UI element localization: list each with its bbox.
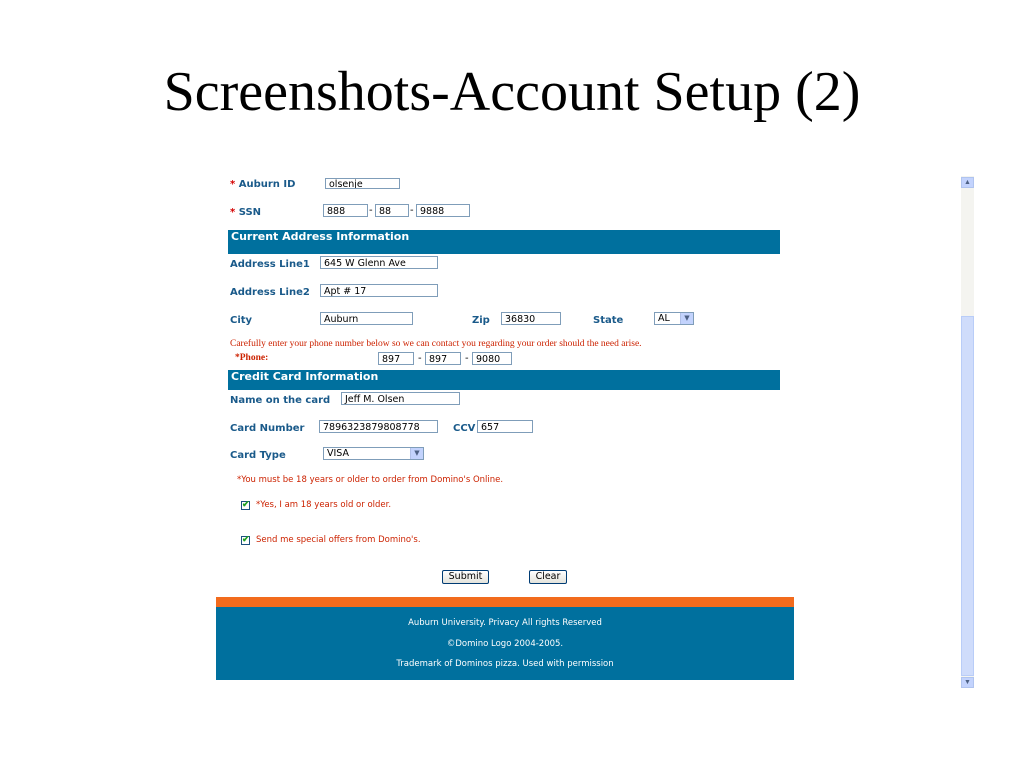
age-confirm-label: *Yes, I am 18 years old or older. <box>256 500 392 510</box>
page-footer <box>216 607 794 680</box>
card-type-select-value: VISA <box>327 448 350 459</box>
auburn-id-label: * Auburn ID <box>230 179 296 190</box>
city-label: City <box>230 315 253 326</box>
card-type-label: Card Type <box>230 450 286 461</box>
phone-separator: - <box>465 353 469 364</box>
zip-label: Zip <box>472 315 490 326</box>
footer-trademark: Trademark of Dominos pizza. Used with permission <box>396 659 614 669</box>
address-line1-label: Address Line1 <box>230 259 310 270</box>
phone-line-input[interactable]: 9080 <box>472 352 512 365</box>
age-confirm-checkbox[interactable] <box>241 501 250 510</box>
auburn-id-input[interactable]: olsenje <box>325 178 400 189</box>
special-offers-label: Send me special offers from Domino's. <box>256 535 421 545</box>
ssn-part1-input[interactable]: 888 <box>323 204 368 217</box>
check-icon: ✔ <box>242 534 250 544</box>
phone-label: *Phone: <box>235 353 269 363</box>
address-line2-label: Address Line2 <box>230 287 310 298</box>
phone-area-input[interactable]: 897 <box>378 352 414 365</box>
chevron-down-icon[interactable]: ▼ <box>680 313 693 324</box>
state-select[interactable] <box>654 312 694 325</box>
ssn-part3-input[interactable]: 9888 <box>416 204 470 217</box>
phone-separator: - <box>418 353 422 364</box>
submit-button[interactable]: Submit <box>442 570 489 584</box>
phone-note: Carefully enter your phone number below so we can contact you regarding your order should the need arise. <box>230 339 642 349</box>
address-line2-input[interactable]: Apt # 17 <box>320 284 438 297</box>
scrollbar-thumb[interactable] <box>961 316 974 676</box>
slide-title: Screenshots-Account Setup (2) <box>163 61 861 123</box>
special-offers-checkbox[interactable] <box>241 536 250 545</box>
ssn-separator: - <box>369 205 373 216</box>
state-select-value: AL <box>658 313 670 324</box>
footer-logo-notice: ©Domino Logo 2004-2005. <box>446 639 564 649</box>
footer-accent-bar <box>216 597 794 607</box>
card-name-label: Name on the card <box>230 395 331 406</box>
ssn-label: * SSN <box>230 207 262 218</box>
clear-button[interactable]: Clear <box>529 570 567 584</box>
address-section-header: Current Address Information <box>228 230 780 254</box>
city-input[interactable]: Auburn <box>320 312 413 325</box>
ssn-part2-input[interactable]: 88 <box>375 204 409 217</box>
ssn-separator: - <box>410 205 414 216</box>
chevron-down-icon[interactable]: ▼ <box>410 448 423 459</box>
scroll-down-icon[interactable]: ▼ <box>961 677 974 688</box>
phone-prefix-input[interactable]: 897 <box>425 352 461 365</box>
card-number-label: Card Number <box>230 423 305 434</box>
ccv-label: CCV <box>453 423 476 434</box>
credit-card-section-header: Credit Card Information <box>228 370 780 390</box>
scroll-up-icon[interactable]: ▲ <box>961 177 974 188</box>
card-type-select[interactable] <box>323 447 424 460</box>
zip-input[interactable]: 36830 <box>501 312 561 325</box>
card-number-input[interactable]: 7896323879808778 <box>319 420 438 433</box>
age-requirement-note: *You must be 18 years or older to order from Domino's Online. <box>237 475 504 485</box>
card-name-input[interactable]: Jeff M. Olsen <box>341 392 460 405</box>
address-line1-input[interactable]: 645 W Glenn Ave <box>320 256 438 269</box>
state-label: State <box>593 315 624 326</box>
check-icon: ✔ <box>242 499 250 509</box>
ccv-input[interactable]: 657 <box>477 420 533 433</box>
footer-copyright: Auburn University. Privacy All rights Reserved <box>408 618 602 628</box>
